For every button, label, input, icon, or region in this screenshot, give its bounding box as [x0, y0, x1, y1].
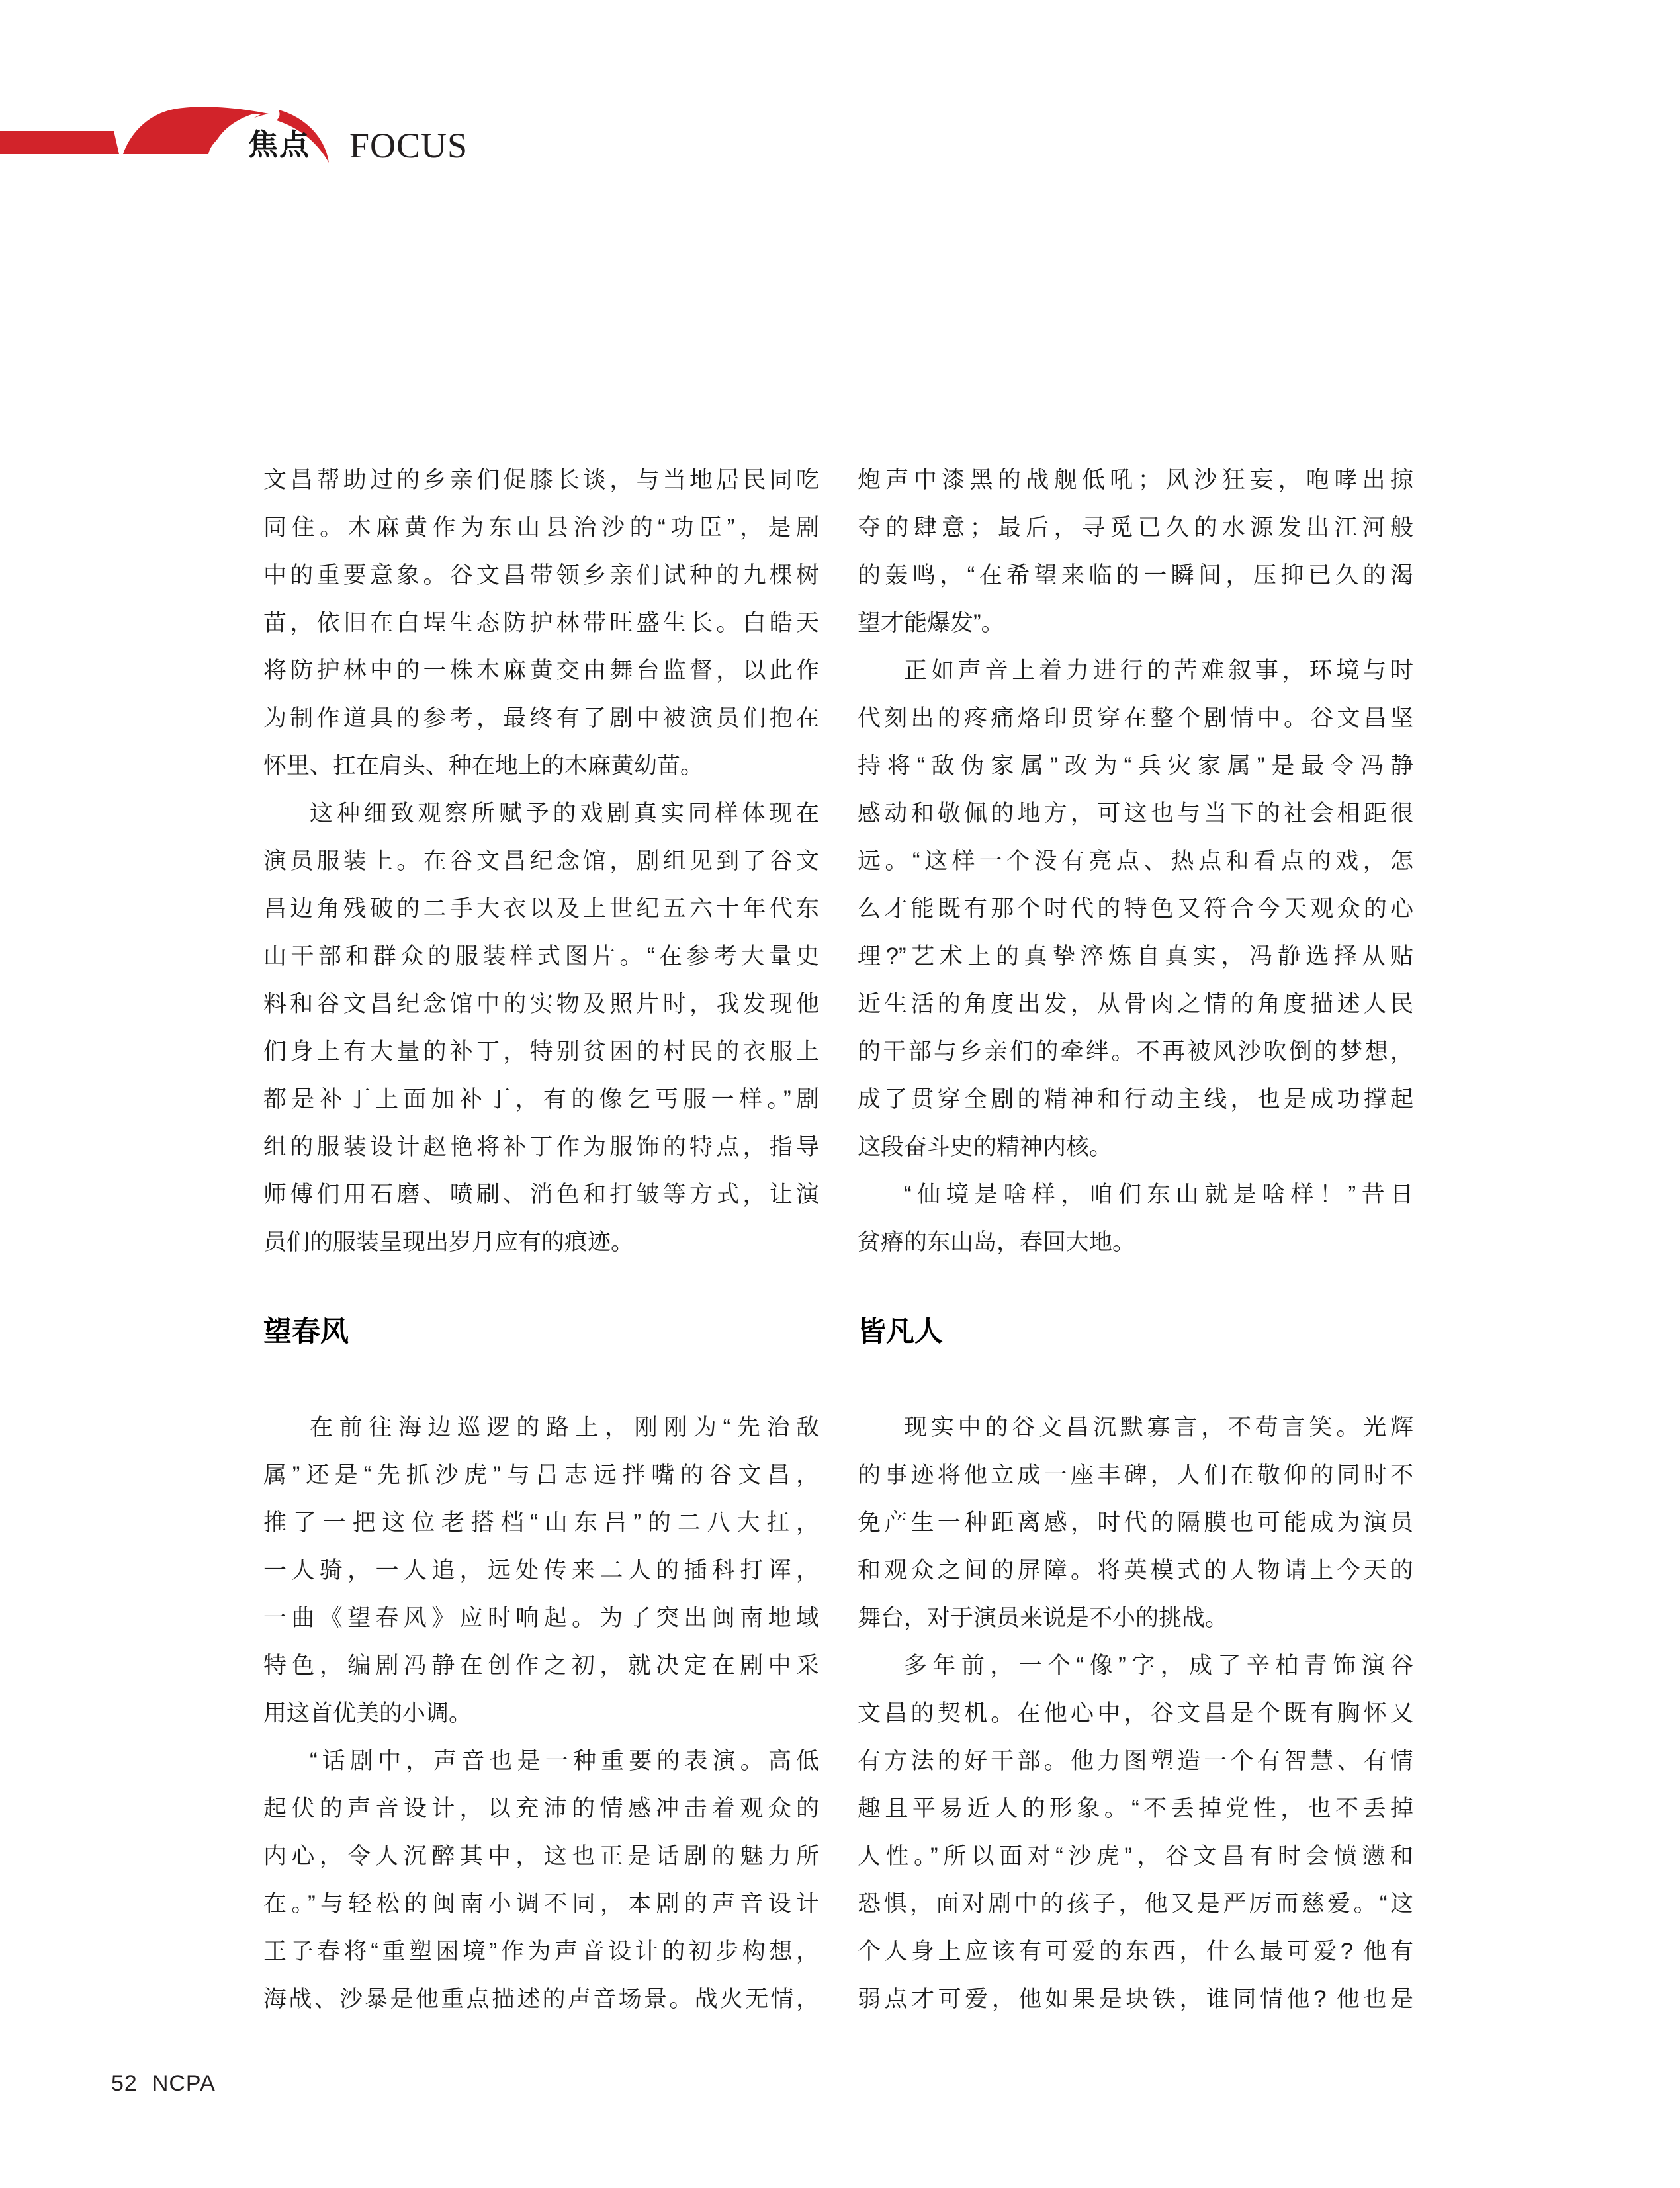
text-line: 舞台，对于演员来说是不小的挑战。	[858, 1605, 1229, 1631]
text-line: 人性。”所以面对“沙虎”，谷文昌有时会愤懑和	[858, 1843, 1413, 1869]
text-line: 持将“敌伪家属”改为“兵灾家属”是最令冯静	[858, 753, 1413, 779]
text-line: 中的重要意象。谷文昌带领乡亲们试种的九棵树	[263, 562, 819, 588]
page-footer	[111, 2071, 216, 2097]
text-line: 免产生一种距离感，时代的隔膜也可能成为演员	[858, 1510, 1413, 1536]
text-line: 员们的服装呈现出岁月应有的痕迹。	[263, 1229, 635, 1255]
section-heading: 皆凡人	[858, 1316, 943, 1348]
text-line: 山干部和群众的服装样式图片。“在参考大量史	[263, 943, 819, 969]
text-line: 文昌的契机。在他心中，谷文昌是个既有胸怀又	[858, 1700, 1413, 1726]
text-line: 特色，编剧冯静在创作之初，就决定在剧中采	[263, 1653, 819, 1679]
text-line: 海战、沙暴是他重点描述的声音场景。战火无情，	[263, 1986, 819, 2012]
text-line: 弱点才可爱，他如果是块铁，谁同情他? 他也是	[858, 1986, 1413, 2012]
text-line: 演员服装上。在谷文昌纪念馆，剧组见到了谷文	[263, 848, 819, 874]
text-line: 有方法的好干部。他力图塑造一个有智慧、有情	[858, 1748, 1413, 1774]
text-line: 的轰鸣，“在希望来临的一瞬间，压抑已久的渴	[858, 562, 1413, 588]
text-line: 么才能既有那个时代的特色又符合今天观众的心	[858, 896, 1413, 922]
text-line: 王子春将“重塑困境”作为声音设计的初步构想，	[263, 1939, 819, 1964]
text-line: 将防护林中的一株木麻黄交由舞台监督，以此作	[263, 658, 819, 683]
text-line: 望才能爆发”。	[858, 610, 1004, 636]
text-line: 一人骑，一人追，远处传来二人的插科打诨，	[263, 1557, 819, 1583]
text-line: 炮声中漆黑的战舰低吼；风沙狂妄，咆哮出掠	[858, 467, 1413, 493]
text-line: 属”还是“先抓沙虎”与吕志远拌嘴的谷文昌，	[263, 1462, 819, 1488]
text-line: 这种细致观察所赋予的戏剧真实同样体现在	[310, 801, 819, 826]
text-line: 用这首优美的小调。	[263, 1700, 472, 1726]
article-body	[263, 457, 1413, 2023]
section-title-cn: 焦点	[248, 128, 311, 161]
text-line: 远。“这样一个没有亮点、热点和看点的戏，怎	[858, 848, 1413, 874]
text-line: 个人身上应该有可爱的东西，什么最可爱? 他有	[858, 1939, 1413, 1964]
page-header	[0, 0, 1680, 198]
text-line: 和观众之间的屏障。将英模式的人物请上今天的	[858, 1557, 1413, 1583]
text-line: 苗，依旧在白埕生态防护林带旺盛生长。白皓天	[263, 610, 819, 636]
text-line: 这段奋斗史的精神内核。	[858, 1134, 1113, 1160]
journal-abbr: NCPA	[152, 2071, 216, 2096]
text-line: 趣且平易近人的形象。“不丢掉党性，也不丢掉	[858, 1796, 1413, 1821]
text-line: 的事迹将他立成一座丰碑，人们在敬仰的同时不	[858, 1462, 1413, 1488]
column-right	[858, 457, 1413, 2023]
column-left	[263, 457, 819, 2023]
text-line: 推了一把这位老搭档“山东吕”的二八大扛，	[263, 1510, 819, 1536]
header-red-bar	[0, 131, 119, 154]
text-line: 成了贯穿全剧的精神和行动主线，也是成功撑起	[858, 1086, 1413, 1112]
text-line: 都是补丁上面加补丁，有的像乞丐服一样。”剧	[263, 1086, 819, 1112]
text-line: 内心，令人沉醉其中，这也正是话剧的魅力所	[263, 1843, 819, 1869]
header-wave-shape	[123, 107, 269, 154]
text-line: 贫瘠的东山岛，春回大地。	[858, 1229, 1136, 1255]
text-line: 正如声音上着力进行的苦难叙事，环境与时	[904, 658, 1413, 683]
text-line: 怀里、扛在肩头、种在地上的木麻黄幼苗。	[263, 753, 704, 779]
text-line: 理?”艺术上的真挚淬炼自真实，冯静选择从贴	[858, 943, 1413, 969]
text-line: 昌边角残破的二手大衣以及上世纪五六十年代东	[263, 896, 819, 922]
text-line: 们身上有大量的补丁，特别贫困的村民的衣服上	[263, 1039, 819, 1065]
text-line: 在。”与轻松的闽南小调不同，本剧的声音设计	[263, 1891, 819, 1917]
text-line: 同住。木麻黄作为东山县治沙的“功臣”，是剧	[263, 515, 819, 541]
section-title-en: FOCUS	[349, 126, 468, 165]
text-line: 代刻出的疼痛烙印贯穿在整个剧情中。谷文昌坚	[858, 705, 1413, 731]
section-heading: 望春风	[263, 1316, 349, 1348]
text-line: 文昌帮助过的乡亲们促膝长谈，与当地居民同吃	[263, 467, 819, 493]
text-line: 感动和敬佩的地方，可这也与当下的社会相距很	[858, 801, 1413, 826]
text-line: 现实中的谷文昌沉默寡言，不苟言笑。光辉	[904, 1415, 1413, 1440]
page-number: 52	[111, 2071, 138, 2096]
text-line: 为制作道具的参考，最终有了剧中被演员们抱在	[263, 705, 819, 731]
text-line: “仙境是啥样，咱们东山就是啥样！”昔日	[904, 1182, 1413, 1207]
text-line: 起伏的声音设计，以充沛的情感冲击着观众的	[263, 1796, 819, 1821]
text-line: 多年前，一个“像”字，成了辛柏青饰演谷	[904, 1653, 1413, 1679]
text-line: 组的服装设计赵艳将补丁作为服饰的特点，指导	[263, 1134, 819, 1160]
text-line: 近生活的角度出发，从骨肉之情的角度描述人民	[858, 991, 1413, 1017]
text-line: 的干部与乡亲们的牵绊。不再被风沙吹倒的梦想，	[858, 1039, 1413, 1065]
text-line: 师傅们用石磨、喷刷、消色和打皱等方式，让演	[263, 1182, 819, 1207]
text-line: 一曲《望春风》应时响起。为了突出闽南地域	[263, 1605, 819, 1631]
text-line: 夺的肆意；最后，寻觅已久的水源发出江河般	[858, 515, 1413, 541]
text-line: “话剧中，声音也是一种重要的表演。高低	[310, 1748, 819, 1774]
text-line: 在前往海边巡逻的路上，刚刚为“先治敌	[310, 1415, 819, 1440]
text-line: 料和谷文昌纪念馆中的实物及照片时，我发现他	[263, 991, 819, 1017]
text-line: 恐惧，面对剧中的孩子，他又是严厉而慈爱。“这	[858, 1891, 1413, 1917]
